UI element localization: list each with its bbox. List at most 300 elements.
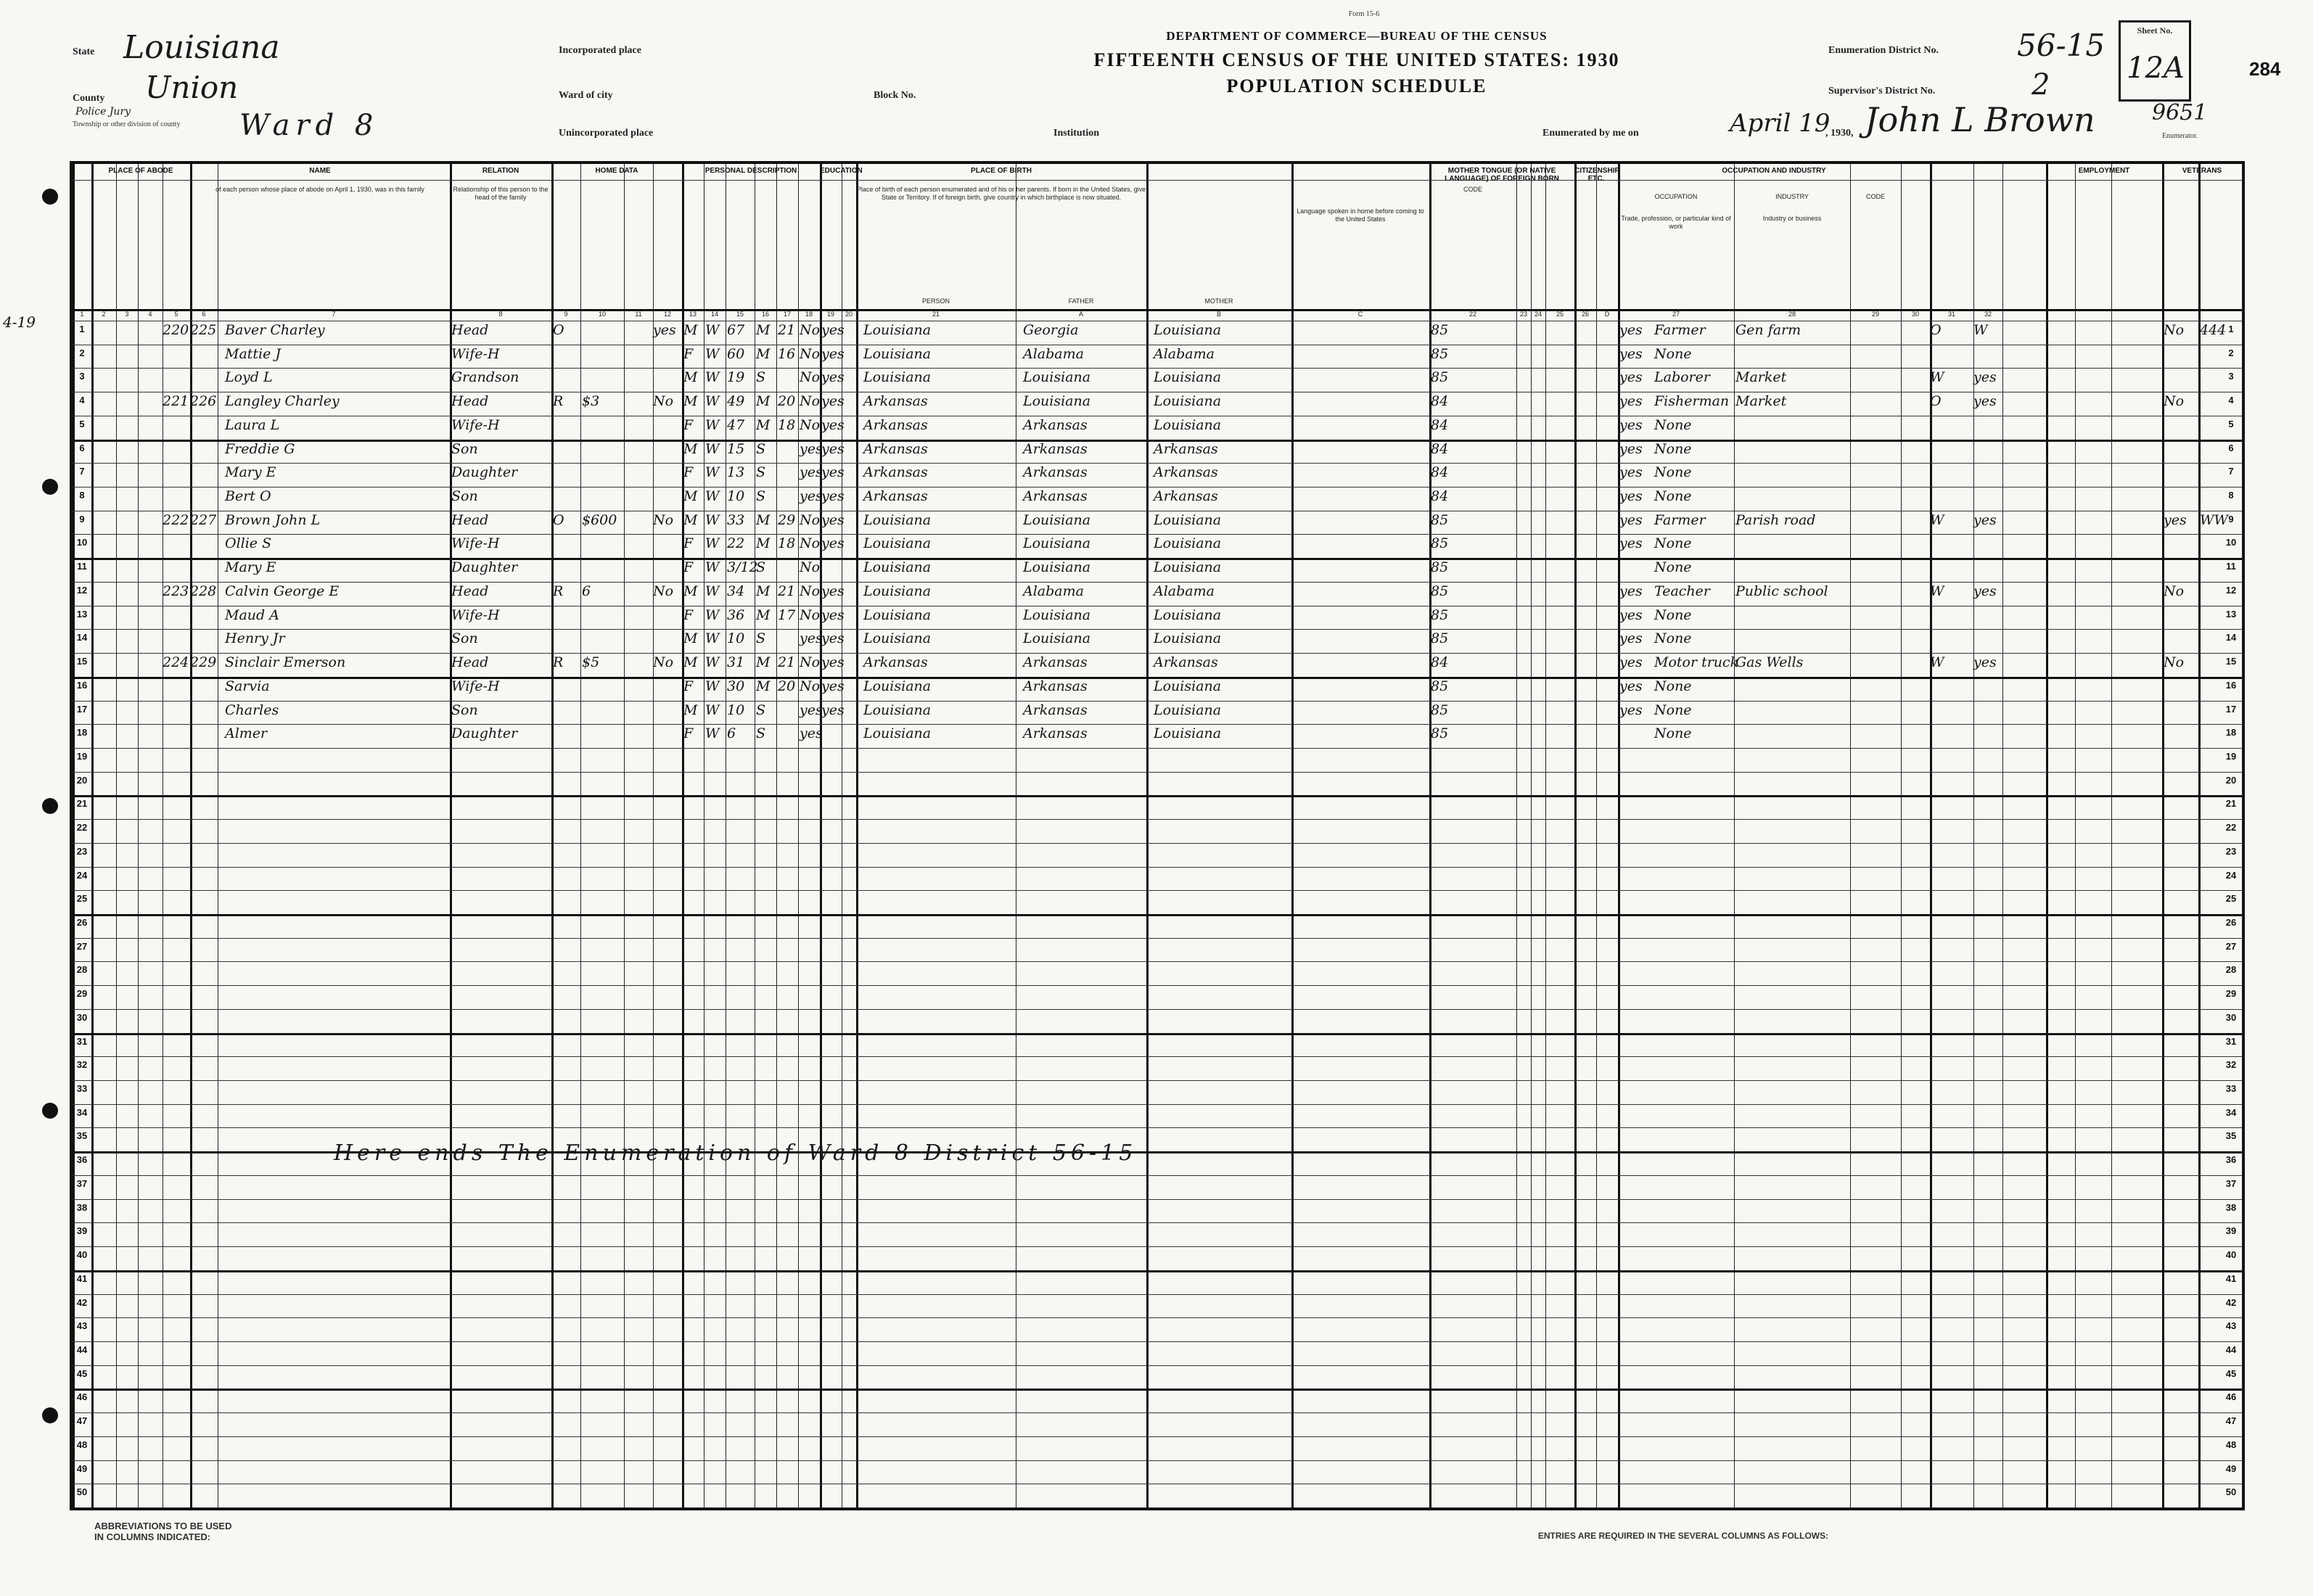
column-number: 11: [635, 310, 642, 318]
sheet-number-box: [2119, 20, 2191, 102]
birthplace-person: Louisiana: [863, 606, 932, 623]
age-at-marriage: 18: [778, 416, 796, 433]
county-value: Union: [145, 70, 239, 105]
enumerated-date: April 19: [1730, 109, 1831, 138]
birthplace-father: Arkansas: [1023, 654, 1088, 671]
row-number: 46: [76, 1391, 88, 1403]
can-read-write: yes: [821, 678, 845, 694]
column-divider: [2162, 164, 2164, 1507]
code-a: 85: [1431, 345, 1449, 362]
column-number: A: [1078, 310, 1083, 318]
margin-note: 4-19: [3, 313, 36, 331]
row-number: 49: [76, 1463, 88, 1474]
farm-residence: yes: [653, 322, 676, 338]
row-number-right: 36: [2225, 1154, 2237, 1166]
row-number: 18: [76, 727, 88, 739]
row-number: 21: [76, 798, 88, 810]
can-read-write: yes: [821, 535, 845, 552]
row-divider: [73, 748, 2242, 749]
race: W: [705, 702, 720, 718]
birthplace-father: Arkansas: [1023, 416, 1088, 433]
row-divider: [73, 795, 2242, 797]
birthplace-father: Louisiana: [1023, 369, 1091, 386]
column-number: 28: [1788, 310, 1796, 318]
code-a: 84: [1431, 416, 1449, 433]
occupation: None: [1654, 725, 1692, 742]
marital-status: S: [756, 702, 766, 718]
speaks-english: yes: [1619, 416, 1643, 433]
sex: M: [683, 511, 698, 528]
row-number-right: 9: [2228, 513, 2234, 525]
birthplace-father: Louisiana: [1023, 559, 1091, 576]
row-number: 28: [76, 964, 88, 976]
row-divider: [73, 487, 2242, 488]
form-number: Form 15-6: [1348, 10, 1380, 18]
enumerator-name: John L Brown: [1865, 100, 2095, 139]
relationship: Head: [451, 511, 489, 528]
age-at-marriage: 20: [778, 678, 796, 694]
column-divider: [1973, 164, 1974, 1507]
row-number: 12: [76, 584, 88, 596]
row-number: 15: [76, 656, 88, 667]
incorporated-label: Incorporated place: [559, 45, 641, 56]
row-number: 11: [77, 561, 87, 572]
relationship: Daughter: [451, 725, 518, 742]
can-read-write: yes: [821, 393, 845, 410]
row-divider: [73, 1317, 2242, 1318]
code-a: 85: [1431, 369, 1449, 386]
age: 30: [727, 678, 745, 694]
row-number-right: 6: [2228, 442, 2234, 453]
birthplace-father: Louisiana: [1023, 511, 1091, 528]
row-number: 42: [76, 1296, 88, 1308]
occupation: None: [1654, 630, 1692, 647]
birthplace-mother: Arkansas: [1154, 488, 1218, 505]
column-number: 7: [332, 310, 336, 318]
enum-district-value: 56-15: [2017, 28, 2105, 63]
home-value: $600: [582, 511, 617, 528]
column-divider: [820, 164, 822, 1507]
row-number: 22: [76, 822, 88, 834]
enumerated-year: , 1930,: [1825, 128, 1854, 139]
column-number: 26: [1581, 310, 1589, 318]
home-tenure: R: [553, 393, 564, 410]
row-divider: [73, 582, 2242, 583]
veteran-war: WW: [2200, 511, 2229, 528]
at-work: yes: [1973, 369, 1997, 386]
column-divider: [1545, 164, 1546, 1507]
row-number-right: 44: [2225, 1344, 2237, 1355]
row-number-right: 17: [2225, 703, 2237, 715]
person-name: Almer: [225, 725, 268, 742]
birthplace-person: Louisiana: [863, 345, 932, 362]
column-divider: [798, 164, 799, 1507]
age-at-marriage: 21: [778, 322, 796, 338]
township-label: Township or other division of county: [73, 120, 181, 128]
institution-label: Institution: [1053, 128, 1100, 139]
relationship: Wife-H: [451, 416, 500, 433]
row-number: 34: [76, 1106, 88, 1118]
industry: Market: [1735, 369, 1787, 386]
row-number-right: 32: [2225, 1059, 2237, 1071]
row-divider: [73, 1199, 2242, 1200]
column-divider: [1930, 164, 1932, 1507]
attended-school: No: [800, 322, 821, 338]
marital-status: M: [756, 678, 771, 694]
row-number-right: 45: [2225, 1367, 2237, 1379]
row-number-right: 50: [2225, 1486, 2237, 1498]
row-number-right: 40: [2225, 1249, 2237, 1261]
birthplace-mother: Louisiana: [1154, 702, 1222, 718]
column-divider: [624, 164, 625, 1507]
birthplace-father: Louisiana: [1023, 630, 1091, 647]
code-a: 84: [1431, 440, 1449, 457]
class-of-worker: W: [1930, 654, 1944, 671]
attended-school: No: [800, 511, 821, 528]
sex: F: [683, 559, 694, 576]
sex: M: [683, 440, 698, 457]
row-divider: [73, 463, 2242, 464]
row-number-right: 35: [2225, 1130, 2237, 1142]
code-a: 85: [1431, 702, 1449, 718]
birthplace-father: Arkansas: [1023, 678, 1088, 694]
row-divider: [73, 867, 2242, 868]
row-number-right: 37: [2225, 1177, 2237, 1189]
row-number-right: 15: [2225, 656, 2237, 667]
dwelling-number: 221: [163, 393, 189, 410]
column-divider: [551, 164, 554, 1507]
sex: F: [683, 725, 694, 742]
row-number-right: 19: [2225, 750, 2237, 762]
row-number: 39: [76, 1225, 88, 1237]
column-number: 13: [689, 310, 697, 318]
group-heading: EMPLOYMENT: [2078, 167, 2130, 175]
occupation: Farmer: [1654, 511, 1706, 528]
sex: M: [683, 630, 698, 647]
row-number-right: 3: [2228, 371, 2234, 382]
row-divider: [73, 819, 2242, 820]
row-number-right: 47: [2225, 1415, 2237, 1427]
group-heading: PLACE OF ABODE: [108, 167, 173, 175]
marital-status: M: [756, 322, 771, 338]
column-number: 18: [805, 310, 813, 318]
birthplace-mother: Louisiana: [1154, 535, 1222, 552]
row-number-right: 10: [2225, 537, 2237, 548]
birthplace-father: Arkansas: [1023, 464, 1088, 481]
age-at-marriage: 18: [778, 535, 796, 552]
age: 34: [727, 583, 745, 599]
person-name: Langley Charley: [225, 393, 340, 410]
birthplace-person: Arkansas: [863, 440, 928, 457]
column-divider: [2002, 164, 2003, 1507]
at-work: W: [1973, 322, 1988, 338]
column-number: 30: [1911, 310, 1919, 318]
dwelling-number: 220: [163, 322, 189, 338]
relationship: Son: [451, 440, 478, 457]
home-tenure: R: [553, 583, 564, 599]
row-number-right: 33: [2225, 1083, 2237, 1095]
attended-school: yes: [800, 630, 823, 647]
person-name: Mary E: [225, 464, 276, 481]
row-number-right: 29: [2225, 988, 2237, 1000]
occupation: None: [1654, 678, 1692, 694]
sheet-label: Sheet No.: [2137, 25, 2173, 36]
row-divider: [73, 1009, 2242, 1010]
birthplace-person: Arkansas: [863, 416, 928, 433]
speaks-english: yes: [1619, 393, 1643, 410]
row-number-right: 27: [2225, 940, 2237, 952]
enumerator-number: 9651: [2152, 100, 2208, 126]
group-heading: CITIZENSHIP, ETC.: [1574, 167, 1621, 183]
person-name: Brown John L: [225, 511, 321, 528]
entries-title: ENTRIES ARE REQUIRED IN THE SEVERAL COLUMNS AS FOLLOWS:: [1537, 1531, 1829, 1541]
group-heading: PERSONAL DESCRIPTION: [704, 167, 797, 175]
relationship: Wife-H: [451, 345, 500, 362]
column-divider: [190, 164, 192, 1507]
row-number: 37: [76, 1177, 88, 1189]
row-divider: [73, 1222, 2242, 1223]
birthplace-mother: Louisiana: [1154, 322, 1222, 338]
sex: F: [683, 345, 694, 362]
row-number-right: 26: [2225, 917, 2237, 928]
occupation: Farmer: [1654, 322, 1706, 338]
group-divider: [73, 180, 2242, 181]
row-number-right: 34: [2225, 1106, 2237, 1118]
row-number: 48: [76, 1439, 88, 1450]
footer-instructions: [73, 1521, 2249, 1586]
race: W: [705, 535, 720, 552]
row-divider: [73, 1341, 2242, 1342]
can-read-write: yes: [821, 702, 845, 718]
relationship: Son: [451, 488, 478, 505]
birthplace-person: Arkansas: [863, 654, 928, 671]
class-of-worker: W: [1930, 369, 1944, 386]
row-divider: [73, 985, 2242, 986]
row-number: 8: [79, 490, 85, 501]
column-divider: [580, 164, 581, 1507]
race: W: [705, 322, 720, 338]
schedule-title: POPULATION SCHEDULE: [1226, 75, 1487, 96]
industry: Parish road: [1735, 511, 1816, 528]
row-divider: [73, 938, 2242, 939]
age-at-marriage: 17: [778, 606, 796, 623]
class-of-worker: W: [1930, 511, 1944, 528]
punch-hole: [42, 479, 58, 495]
township-value: Ward 8: [239, 109, 379, 142]
row-divider: [73, 1294, 2242, 1295]
at-work: yes: [1973, 393, 1997, 410]
birthplace-person: Louisiana: [863, 511, 932, 528]
birthplace-father: Arkansas: [1023, 440, 1088, 457]
column-number: 6: [202, 310, 206, 318]
marital-status: S: [756, 488, 766, 505]
marital-status: M: [756, 654, 771, 671]
punch-hole: [42, 798, 58, 814]
row-number: 19: [76, 750, 88, 762]
birthplace-person: Louisiana: [863, 630, 932, 647]
row-number: 36: [76, 1154, 88, 1166]
family-number: 227: [190, 511, 217, 528]
column-number: 12: [663, 310, 671, 318]
at-work: yes: [1973, 511, 1997, 528]
can-read-write: yes: [821, 630, 845, 647]
row-divider: [73, 629, 2242, 630]
attended-school: yes: [800, 464, 823, 481]
occupation-subheader: Trade, profession, or particular kind of work: [1621, 215, 1731, 230]
birthplace-mother: Louisiana: [1154, 369, 1222, 386]
occupation: None: [1654, 440, 1692, 457]
code-a: 84: [1431, 654, 1449, 671]
class-of-worker: O: [1930, 322, 1942, 338]
sex: M: [683, 393, 698, 410]
row-number: 2: [79, 347, 85, 358]
row-number-right: 8: [2228, 490, 2234, 501]
relationship: Daughter: [451, 464, 518, 481]
industry-subheader: Industry or business: [1762, 215, 1822, 222]
speaks-english: yes: [1619, 678, 1643, 694]
at-work: yes: [1973, 583, 1997, 599]
column-number: D: [1604, 310, 1610, 318]
row-number: 29: [76, 988, 88, 1000]
code-a: 85: [1431, 511, 1449, 528]
occupation: None: [1654, 559, 1692, 576]
speaks-english: yes: [1619, 606, 1643, 623]
person-name: Freddie G: [225, 440, 295, 457]
marital-status: S: [756, 559, 766, 576]
birthplace-mother: Louisiana: [1154, 511, 1222, 528]
row-divider: [73, 961, 2242, 962]
language-column-header: Language spoken in home before coming to the United States: [1297, 207, 1424, 223]
person-name: Maud A: [225, 606, 279, 623]
column-number: 22: [1468, 310, 1476, 318]
birthplace-father-header: FATHER: [1068, 297, 1094, 305]
column-number: 9: [564, 310, 568, 318]
row-number-right: 18: [2225, 727, 2237, 739]
sex: M: [683, 488, 698, 505]
veteran: yes: [2164, 511, 2187, 528]
veteran: No: [2164, 583, 2185, 599]
row-divider: [73, 653, 2242, 654]
code-a: 85: [1431, 559, 1449, 576]
row-number-right: 13: [2225, 608, 2237, 620]
group-heading: EDUCATION: [820, 167, 863, 175]
race: W: [705, 606, 720, 623]
occupation: None: [1654, 535, 1692, 552]
relationship: Son: [451, 630, 478, 647]
row-number-right: 12: [2225, 584, 2237, 596]
speaks-english: yes: [1619, 488, 1643, 505]
column-divider: [1531, 164, 1532, 1507]
birthplace-person: Louisiana: [863, 583, 932, 599]
row-number-right: 31: [2225, 1035, 2237, 1047]
row-number-right: 30: [2225, 1011, 2237, 1023]
row-number-right: 25: [2225, 893, 2237, 905]
row-number-right: 43: [2225, 1320, 2237, 1332]
occupation: Fisherman: [1654, 393, 1730, 410]
county-label: County: [73, 93, 105, 104]
sex: F: [683, 416, 694, 433]
block-label: Block No.: [874, 90, 916, 101]
relationship: Wife-H: [451, 535, 500, 552]
column-number: B: [1216, 310, 1221, 318]
row-number: 5: [79, 418, 85, 429]
birthplace-person: Louisiana: [863, 702, 932, 718]
row-number: 23: [76, 845, 88, 857]
race: W: [705, 393, 720, 410]
row-divider: [73, 1246, 2242, 1247]
row-number-right: 4: [2228, 395, 2234, 406]
family-number: 229: [190, 654, 217, 671]
group-heading: RELATION: [482, 167, 519, 175]
punch-hole: [42, 1103, 58, 1119]
row-number-right: 49: [2225, 1463, 2237, 1474]
code-a: 85: [1431, 583, 1449, 599]
family-number: 225: [190, 322, 217, 338]
person-name: Calvin George E: [225, 583, 340, 599]
race: W: [705, 559, 720, 576]
abbreviations-title: ABBREVIATIONS TO BE USED IN COLUMNS INDICATED:: [94, 1521, 232, 1542]
row-number: 16: [76, 679, 88, 691]
age: 31: [727, 654, 745, 671]
census-title: FIFTEENTH CENSUS OF THE UNITED STATES: 1930: [1093, 49, 1620, 70]
row-number-right: 11: [2226, 561, 2236, 572]
birthplace-mother: Alabama: [1154, 583, 1215, 599]
age-at-marriage: 20: [778, 393, 796, 410]
birthplace-mother-header: MOTHER: [1204, 297, 1233, 305]
enumerator-label: Enumerator.: [2162, 132, 2198, 140]
state-label: State: [73, 46, 95, 57]
relationship: Son: [451, 702, 478, 718]
birthplace-mother: Louisiana: [1154, 559, 1222, 576]
column-number: 2: [102, 310, 106, 318]
column-number: 20: [845, 310, 853, 318]
veteran: No: [2164, 322, 2185, 338]
column-number: 17: [783, 310, 791, 318]
person-name: Mary E: [225, 559, 276, 576]
birthplace-column-header: Place of birth of each person enumerated and of his or her parents. If born in the United States, give State or Territory. If of foreign birth, give country in which birthplace is now situated.: [856, 186, 1146, 201]
row-number: 20: [76, 774, 88, 786]
birthplace-father: Georgia: [1023, 322, 1079, 338]
can-read-write: yes: [821, 369, 845, 386]
age: 49: [727, 393, 745, 410]
race: W: [705, 464, 720, 481]
row-number-right: 46: [2225, 1391, 2237, 1403]
row-number-right: 23: [2225, 845, 2237, 857]
age: 6: [727, 725, 736, 742]
age: 47: [727, 416, 745, 433]
age-at-marriage: 16: [778, 345, 796, 362]
sex: F: [683, 464, 694, 481]
row-number: 6: [79, 442, 85, 453]
row-number-right: 16: [2225, 679, 2237, 691]
row-number: 17: [76, 703, 88, 715]
attended-school: yes: [800, 440, 823, 457]
row-divider: [73, 1080, 2242, 1081]
stamp-number: 284: [2249, 58, 2281, 80]
sex: F: [683, 606, 694, 623]
age-at-marriage: 29: [778, 511, 796, 528]
row-number: 10: [76, 537, 88, 548]
column-divider: [1618, 164, 1620, 1507]
home-value: $3: [582, 393, 600, 410]
occupation: None: [1654, 702, 1692, 718]
sex: F: [683, 678, 694, 694]
age: 36: [727, 606, 745, 623]
age: 15: [727, 440, 745, 457]
race: W: [705, 630, 720, 647]
attended-school: No: [800, 606, 821, 623]
column-divider: [91, 164, 94, 1507]
